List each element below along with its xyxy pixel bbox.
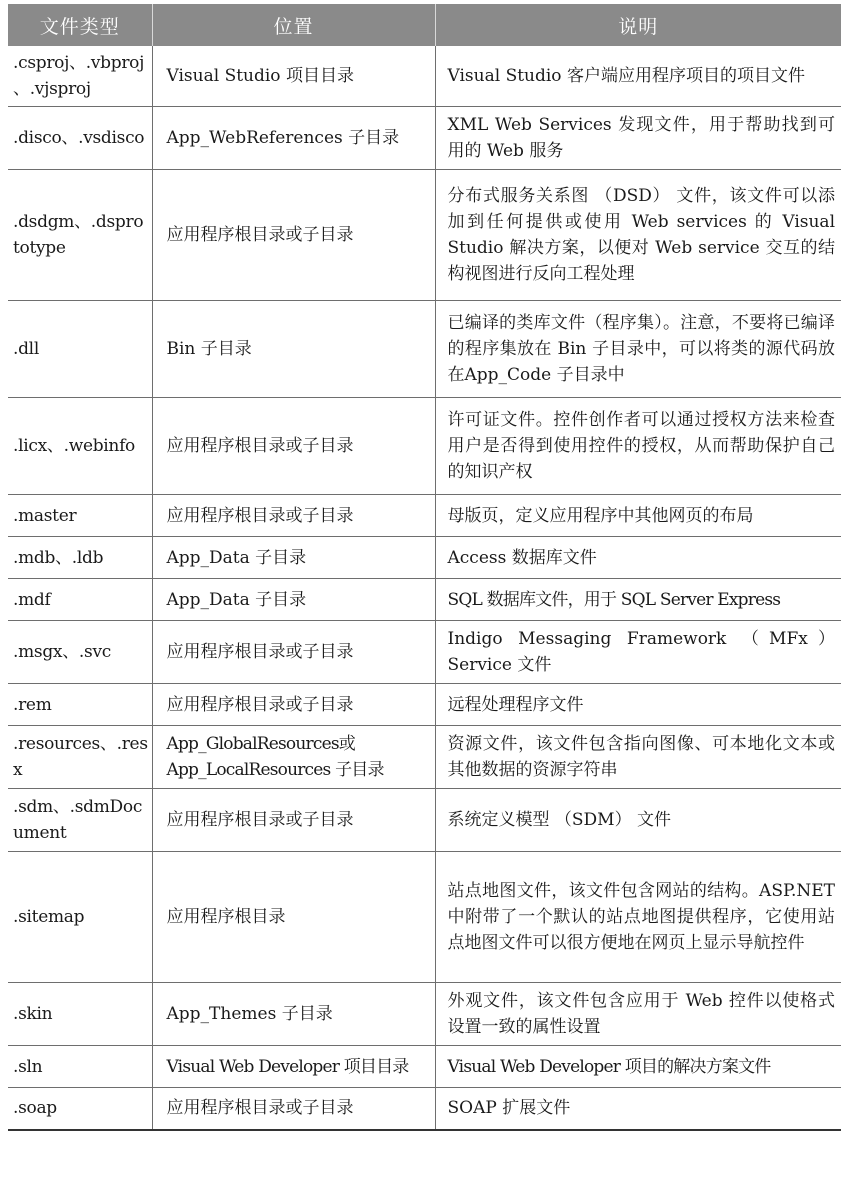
- cell-description: SOAP 扩展文件: [435, 1088, 841, 1130]
- cell-location: App_Data 子目录: [152, 537, 435, 579]
- cell-location: 应用程序根目录或子目录: [152, 621, 435, 684]
- cell-file-type: .dll: [8, 301, 152, 398]
- cell-location: Bin 子目录: [152, 301, 435, 398]
- cell-location: 应用程序根目录或子目录: [152, 170, 435, 301]
- table-row: [8, 398, 841, 495]
- cell-location: 应用程序根目录或子目录: [152, 398, 435, 495]
- cell-location: Visual Studio 项目目录: [152, 46, 435, 107]
- header-description: 说明: [435, 4, 841, 46]
- cell-file-type: .licx、.webinfo: [8, 398, 152, 495]
- table-row: [8, 301, 841, 398]
- table-row: [8, 107, 841, 170]
- cell-description: Visual Web Developer 项目的解决方案文件: [435, 1046, 841, 1088]
- cell-location: App_Data 子目录: [152, 579, 435, 621]
- header-row: [8, 4, 841, 46]
- cell-file-type: .resources、.resx: [8, 726, 152, 789]
- cell-location: 应用程序根目录或子目录: [152, 789, 435, 852]
- cell-file-type: .disco、.vsdisco: [8, 107, 152, 170]
- cell-description: Visual Studio 客户端应用程序项目的项目文件: [435, 46, 841, 107]
- cell-description: 已编译的类库文件（程序集）。注意，不要将已编译的程序集放在 Bin 子目录中，可以将类的源代码放在App_Code 子目录中: [435, 301, 841, 398]
- cell-file-type: .soap: [8, 1088, 152, 1130]
- cell-description: 分布式服务关系图 （DSD） 文件，该文件可以添加到任何提供或使用 Web services 的 Visual Studio 解决方案，以便对 Web service 交互的结构视图进行反向工程处理: [435, 170, 841, 301]
- header-location: 位置: [152, 4, 435, 46]
- cell-file-type: .master: [8, 495, 152, 537]
- cell-file-type: .dsdgm、.dsprototype: [8, 170, 152, 301]
- table-row: [8, 726, 841, 789]
- table-row: [8, 46, 841, 107]
- cell-description: Indigo Messaging Framework （MFx） Service 文件: [435, 621, 841, 684]
- cell-description: 许可证文件。控件创作者可以通过授权方法来检查用户是否得到使用控件的授权，从而帮助保护自己的知识产权: [435, 398, 841, 495]
- cell-file-type: .sitemap: [8, 852, 152, 983]
- cell-location: App_GlobalResources或App_LocalResources 子目录: [152, 726, 435, 789]
- cell-file-type: .rem: [8, 684, 152, 726]
- cell-file-type: .sln: [8, 1046, 152, 1088]
- cell-file-type: .mdb、.ldb: [8, 537, 152, 579]
- table-row: [8, 684, 841, 726]
- cell-description: 远程处理程序文件: [435, 684, 841, 726]
- table-row: [8, 789, 841, 852]
- cell-location: 应用程序根目录: [152, 852, 435, 983]
- cell-file-type: .mdf: [8, 579, 152, 621]
- cell-description: XML Web Services 发现文件，用于帮助找到可用的 Web 服务: [435, 107, 841, 170]
- file-types-table: [8, 4, 841, 1131]
- cell-file-type: .skin: [8, 983, 152, 1046]
- table-row: [8, 579, 841, 621]
- cell-description: SQL 数据库文件，用于 SQL Server Express: [435, 579, 841, 621]
- table-row: [8, 537, 841, 579]
- cell-description: 母版页，定义应用程序中其他网页的布局: [435, 495, 841, 537]
- cell-description: Access 数据库文件: [435, 537, 841, 579]
- cell-location: Visual Web Developer 项目目录: [152, 1046, 435, 1088]
- file-types-table-container: [8, 4, 841, 1131]
- table-row: [8, 170, 841, 301]
- table-row: [8, 495, 841, 537]
- cell-location: App_WebReferences 子目录: [152, 107, 435, 170]
- table-row: [8, 621, 841, 684]
- cell-description: 外观文件，该文件包含应用于 Web 控件以使格式设置一致的属性设置: [435, 983, 841, 1046]
- cell-location: 应用程序根目录或子目录: [152, 1088, 435, 1130]
- table-header: [8, 4, 841, 46]
- cell-file-type: .csproj、.vbproj、.vjsproj: [8, 46, 152, 107]
- table-row: [8, 1046, 841, 1088]
- cell-file-type: .sdm、.sdmDocument: [8, 789, 152, 852]
- cell-file-type: .msgx、.svc: [8, 621, 152, 684]
- cell-description: 资源文件，该文件包含指向图像、可本地化文本或其他数据的资源字符串: [435, 726, 841, 789]
- cell-description: 系统定义模型 （SDM） 文件: [435, 789, 841, 852]
- header-file-type: 文件类型: [8, 4, 152, 46]
- table-row: [8, 983, 841, 1046]
- cell-location: 应用程序根目录或子目录: [152, 684, 435, 726]
- table-body: [8, 46, 841, 1130]
- table-row: [8, 852, 841, 983]
- cell-description: 站点地图文件，该文件包含网站的结构。ASP.NET 中附带了一个默认的站点地图提供程序，它使用站点地图文件可以很方便地在网页上显示导航控件: [435, 852, 841, 983]
- cell-location: App_Themes 子目录: [152, 983, 435, 1046]
- table-row: [8, 1088, 841, 1130]
- cell-location: 应用程序根目录或子目录: [152, 495, 435, 537]
